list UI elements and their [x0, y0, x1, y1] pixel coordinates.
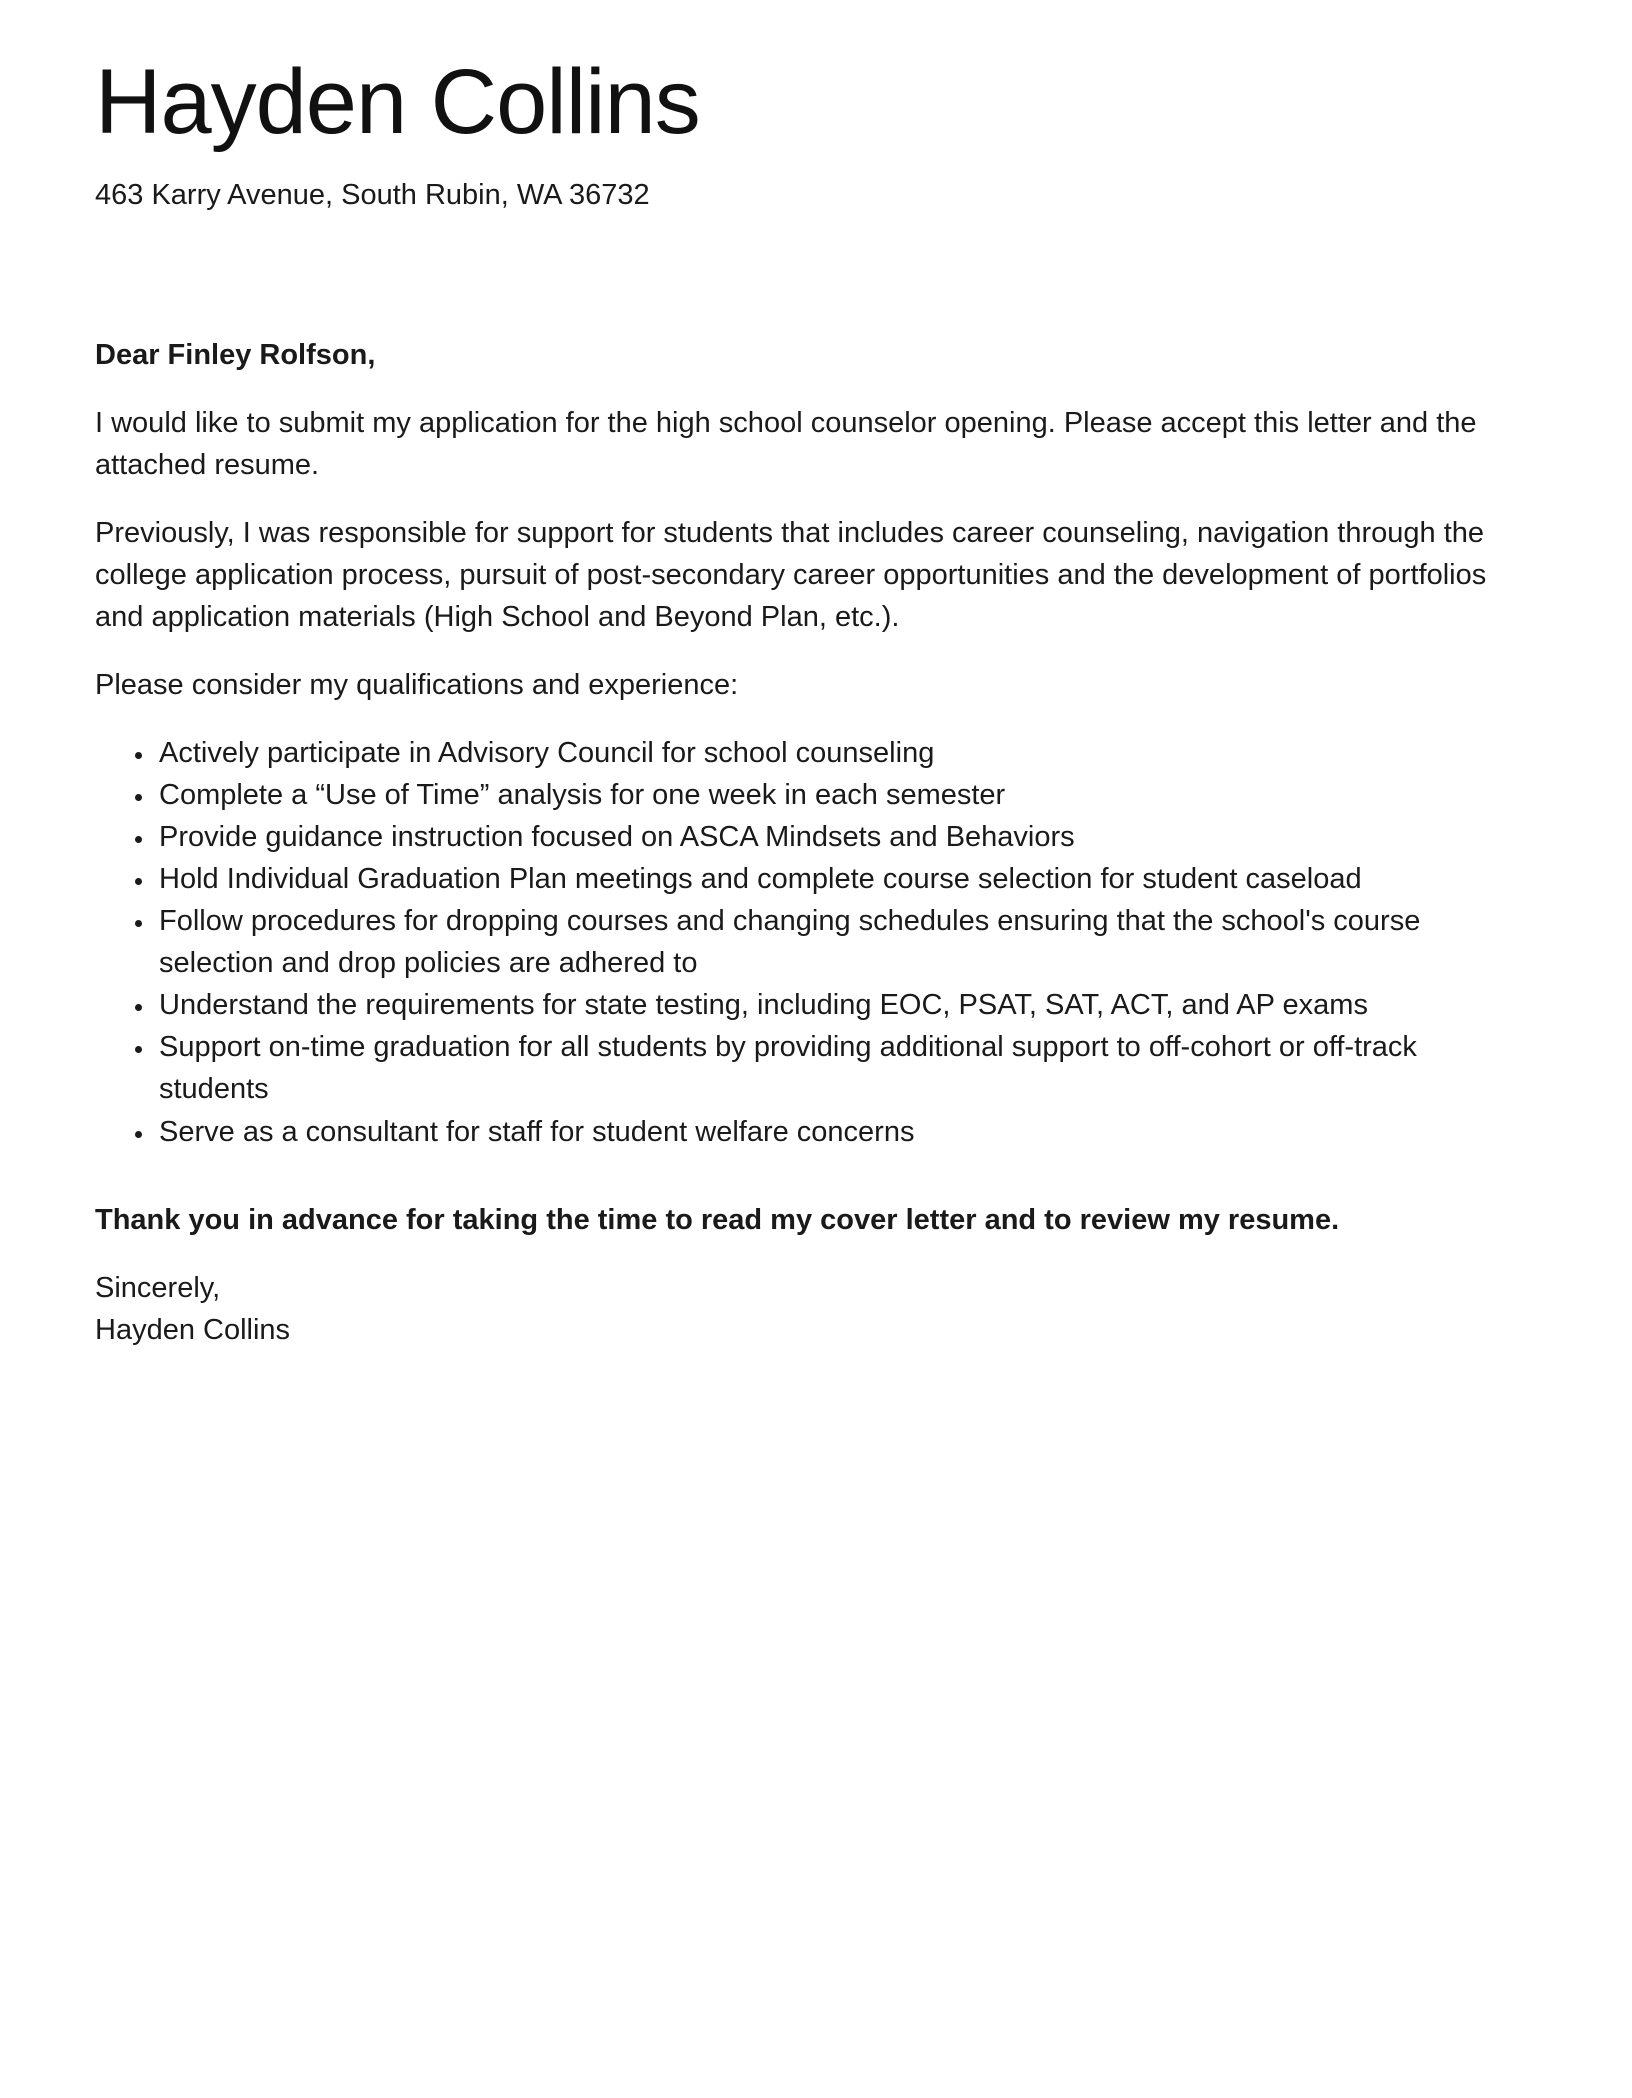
qualifications-lead-paragraph: Please consider my qualifications and experience:	[95, 669, 739, 702]
qualifications-list	[95, 732, 1532, 1152]
intro-paragraph: I would like to submit my application for the high school counselor opening. Please accept this letter and the attached resume.	[95, 406, 1477, 481]
sender-name: Hayden Collins	[95, 51, 700, 153]
signoff-block	[95, 1267, 1532, 1351]
signature-name: Hayden Collins	[95, 1313, 291, 1346]
sender-address: 463 Karry Avenue, South Rubin, WA 36732	[95, 179, 650, 212]
qualification-item: • Hold Individual Graduation Plan meetings and complete course selection for student caseload	[155, 858, 1532, 900]
experience-paragraph: Previously, I was responsible for support for students that includes career counseling, navigation through the college application process, pursuit of post-secondary career opportunities and the development of portfolios and application materials (High School and Beyond Plan, etc.).	[95, 516, 1487, 634]
qualification-item: • Understand the requirements for state testing, including EOC, PSAT, SAT, ACT, and AP exams	[155, 984, 1532, 1026]
qualification-item: • Support on-time graduation for all students by providing additional support to off-cohort or off-track students	[155, 1026, 1532, 1110]
closing-thanks-line: Thank you in advance for taking the time to read my cover letter and to review my resume.	[95, 1203, 1340, 1236]
greeting-line: Dear Finley Rolfson,	[95, 338, 376, 371]
qualification-item: • Complete a “Use of Time” analysis for one week in each semester	[155, 774, 1532, 816]
qualification-item: • Serve as a consultant for staff for student welfare concerns	[155, 1111, 1532, 1153]
letter-body	[95, 334, 1532, 1351]
signoff-line: Sincerely,	[95, 1271, 221, 1304]
letter-header	[95, 52, 1532, 216]
qualification-item: • Actively participate in Advisory Council for school counseling	[155, 732, 1532, 774]
qualification-item: • Follow procedures for dropping courses and changing schedules ensuring that the school's course selection and drop policies are adhered to	[155, 900, 1532, 984]
qualification-item: • Provide guidance instruction focused on ASCA Mindsets and Behaviors	[155, 816, 1532, 858]
